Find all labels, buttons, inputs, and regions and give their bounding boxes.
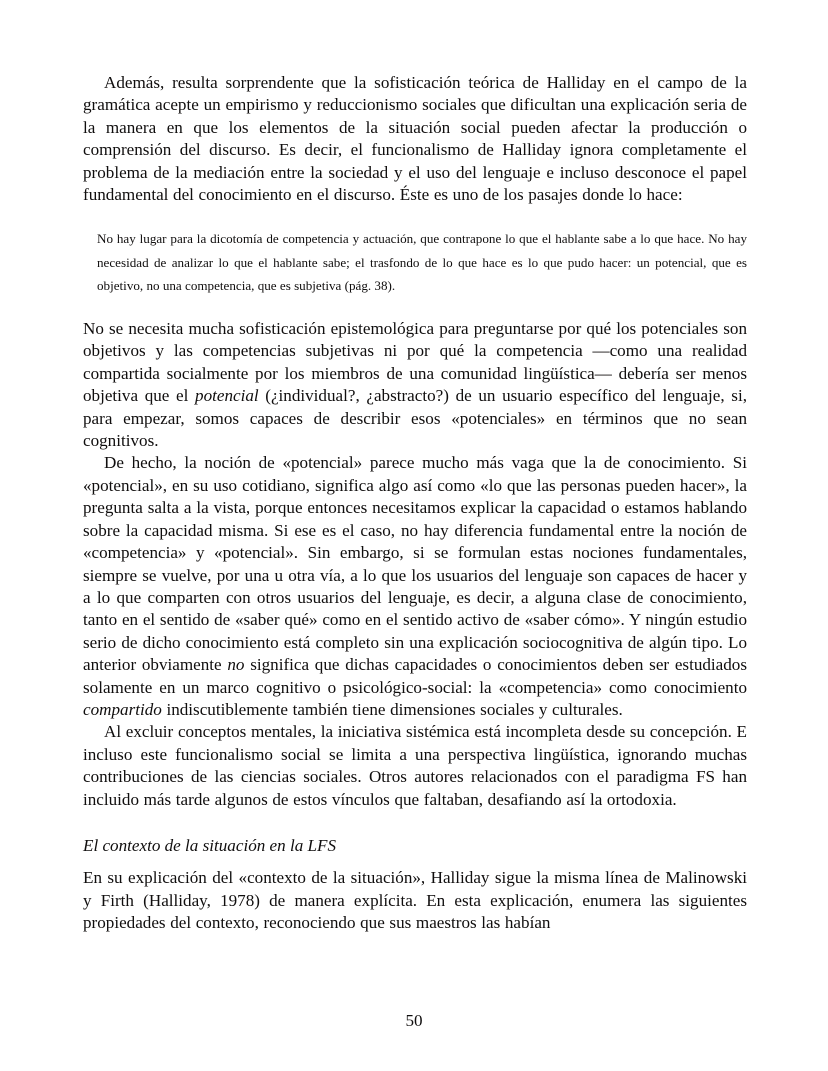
paragraph-potential-part-c: indiscutiblemente también tiene dimensiones sociales y culturales. bbox=[161, 699, 623, 719]
paragraph-epistemology-part-a: No se necesita mucha sofisticación epistemológica para preguntarse por qué los potenciales son objetivos y las competencias subjetivas ni por qué la competencia —como una realidad compartida socialmente por los miembros de una comunidad lingüística— debería ser menos objetiva que el bbox=[83, 319, 747, 406]
paragraph-halliday-sophistication: Además, resulta sorprendente que la sofisticación teórica de Halliday en el campo de la gramática acepte un empirismo y reduccionismo sociales que dificultan una explicación seria de la manera en que los elementos de la situación social pueden afectar la producción o comprensión del discurso. Es decir, el funcionalismo de Halliday ignora completamente el problema de la mediación entre la sociedad y el uso del lenguaje e incluso desconoce el papel fundamental del conocimiento en el discurso. Éste es uno de los pasajes donde lo hace: bbox=[83, 73, 747, 205]
paragraph-epistemology bbox=[83, 318, 747, 452]
blockquote-text: No hay lugar para la dicotomía de competencia y actuación, que contrapone lo que el hablante sabe a lo que hace. No hay necesidad de analizar lo que el hablante sabe; el trasfondo de lo que hace es lo que pudo hacer: un potencial, que es objetivo, no una competencia, que es subjetiva (pág. 38). bbox=[97, 231, 747, 293]
paragraph-notion-of-potential bbox=[83, 452, 747, 721]
blockquote-halliday-citation bbox=[83, 227, 747, 297]
paragraph-potential-part-a: De hecho, la noción de «potencial» parece mucho más vaga que la de conocimiento. Si «potencial», en su uso cotidiano, significa algo así como «lo que las personas pueden hacer», la pregunta salta a la vista, porque entonces necesitamos explicar la capacidad o estamos hablando sobre la capacidad misma. Si ese es el caso, no hay diferencia fundamental entre la noción de «competencia» y «potencial». Sin embargo, si se formulan estas nociones fundamentales, siempre se vuelve, por una u otra vía, a lo que los usuarios del lenguaje son capaces de hacer y a lo que comparten con otros usuarios del lenguaje, es decir, a alguna clase de conocimiento, tanto en el sentido de «saber qué» como en el sentido activo de «saber cómo». Y ningún estudio serio de dicho conocimiento está completo sin una explicación sociocognitiva de algún tipo. Lo anterior obviamente bbox=[83, 453, 747, 675]
section-heading-context-lfs: El contexto de la situación en la LFS bbox=[83, 835, 337, 855]
paragraph-epistemology-part-b: (¿individual?, ¿abstracto?) de un usuario específico del lenguaje, si, para empezar, somos capaces de describir esos «potenciales» en términos que no sean cognitivos. bbox=[83, 386, 747, 451]
paragraph-potential-part-b: significa que dichas capacidades o conocimientos deben ser estudiados solamente en un marco cognitivo o psicológico-social: la «competencia» como conocimiento bbox=[83, 655, 748, 697]
page-number-footer: 50 bbox=[405, 1011, 423, 1030]
paragraph-context-explanation: En su explicación del «contexto de la situación», Halliday sigue la misma línea de Malinowski y Firth (Halliday, 1978) de manera explícita. En esta explicación, enumera las siguientes propiedades del contexto, reconociendo que sus maestros las habían bbox=[83, 868, 747, 933]
emphasis-potencial: potencial bbox=[195, 386, 259, 406]
quote-spacer-bottom bbox=[83, 297, 747, 318]
paragraph-systemic-initiative: Al excluir conceptos mentales, la iniciativa sistémica está incompleta desde su concepción. E incluso este funcionalismo social se limita a una perspectiva lingüística, ignorando muchas contribuciones de las ciencias sociales. Otros autores relacionados con el paradigma FS han incluido más tarde algunos de estos vínculos que faltaban, desafiando así la ortodoxia. bbox=[83, 722, 747, 809]
heading-spacer-bottom bbox=[83, 857, 747, 867]
quote-spacer-top bbox=[83, 206, 747, 227]
page-text-block bbox=[83, 72, 747, 935]
heading-spacer-top bbox=[83, 811, 747, 835]
emphasis-compartido: compartido bbox=[83, 699, 162, 719]
emphasis-no: no bbox=[227, 655, 245, 675]
